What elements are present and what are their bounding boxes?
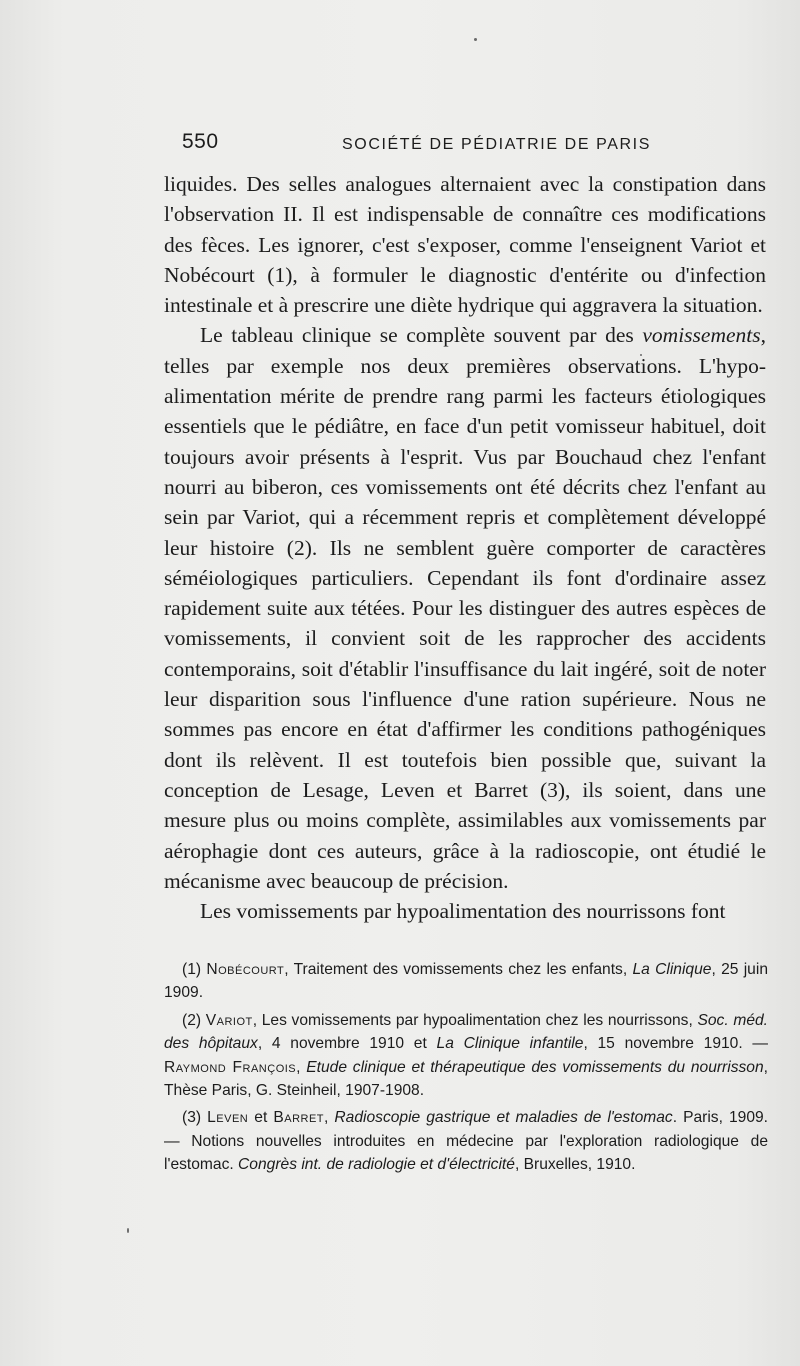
- footnote-author: Raymond François: [164, 1058, 297, 1076]
- emphasis: La Clinique infantile: [436, 1035, 584, 1053]
- text-run: , 4 novembre 1910 et: [257, 1035, 437, 1053]
- footnote-1: [164, 958, 768, 1005]
- text-run: , Thèse Paris, G. Steinheil, 1907-1908.: [164, 1058, 768, 1100]
- scan-speck: [127, 1228, 129, 1233]
- text-run: ,: [324, 1109, 335, 1127]
- emphasis: Congrès int. de radiologie et d'électricité: [238, 1156, 515, 1174]
- emphasis: Soc. méd. des hôpitaux: [164, 1011, 769, 1053]
- page-header: [182, 128, 782, 158]
- footnote-2: [164, 1009, 768, 1103]
- text-run: ,: [296, 1058, 307, 1076]
- text-run: . Paris, 1909. — Notions nouvelles introduites en médecine par l'exploration radiologique de l'estomac.: [164, 1109, 768, 1174]
- emphasis: Radioscopie gastrique et maladies de l'estomac: [334, 1109, 673, 1127]
- footnote-number: (3): [182, 1109, 202, 1127]
- emphasis: La Clinique: [632, 961, 712, 978]
- scan-speck: [474, 38, 477, 41]
- paragraph: Les vomissements par hypoalimentation des nourrissons font: [200, 899, 726, 924]
- footnotes: [164, 958, 768, 1181]
- paragraph: liquides. Des selles analogues alternaient avec la constipation dans l'observation II. Il est indispensable de connaître ces modifications des fèces. Les ignorer, c'est s'exposer, comme l'enseignent Variot et Nobécourt (1), à formuler le diagnostic d'entérite ou d'infection intestinale et à prescrire une diète hydrique qui aggravera la situation.: [164, 172, 766, 318]
- footnote-number: (1): [182, 961, 202, 978]
- text-run: , 25 juin 1909.: [164, 961, 768, 1002]
- text-run: , Les vomissements par hypoalimentation chez les nourrissons,: [252, 1011, 698, 1029]
- emphasis: vomissements: [642, 323, 761, 348]
- text-run: , telles par exemple nos deux premières observations. L'hypo-alimentation mérite de prendre rang parmi les facteurs étiologiques essentiels que le pédiâtre, en face d'un petit vomisseur habituel, doit toujours avoir présents à l'esprit. Vus par Bouchaud chez l'enfant nourri au biberon, ces vomissements ont été décrits chez l'enfant au sein par Variot, qui a récemment repris et complètement développé leur histoire (2). Ils ne semblent guère comporter de caractères séméiologiques particuliers. Cependant ils font d'ordinaire assez rapidement suite aux tétées. Pour les distinguer des autres espèces de vomissements, il convient soit de les rapprocher des accidents contemporains, soit d'établir l'insuffisance du lait ingéré, soit de noter leur disparition sous l'influence d'une ration supérieure. Nous ne sommes pas encore en état d'affirmer les conditions pathogéniques dont ils relèvent. Il est toutefois bien possible que, suivant la conception de Lesage, Leven et Barret (3), ils soient, dans une mesure plus ou moins complète, assimilables aux vomissements par aérophagie dont ces auteurs, grâce à la radioscopie, ont étudié le mécanisme avec beaucoup de précision.: [164, 323, 766, 893]
- footnote-number: (2): [182, 1011, 202, 1029]
- footnote-3: [164, 1106, 768, 1176]
- paragraph: [164, 320, 766, 896]
- footnote-author: Variot: [205, 1011, 253, 1029]
- page-number: 550: [182, 130, 219, 153]
- running-title: SOCIÉTÉ DE PÉDIATRIE DE PARIS: [342, 136, 651, 153]
- text-run: , Traitement des vomissements chez les enfants,: [284, 961, 633, 978]
- body-text: [164, 169, 766, 926]
- footnote-author: Leven: [207, 1109, 249, 1127]
- text-run: , 15 novembre 1910. —: [583, 1035, 768, 1053]
- text-run: et: [248, 1109, 274, 1127]
- footnote-author: Nobécourt: [206, 961, 285, 978]
- text-run: Le tableau clinique se complète souvent par des: [200, 323, 643, 348]
- text-run: , Bruxelles, 1910.: [514, 1156, 636, 1174]
- footnote-author: Barret: [273, 1109, 325, 1127]
- emphasis: Etude clinique et thérapeutique des vomissements du nourrisson: [306, 1058, 764, 1076]
